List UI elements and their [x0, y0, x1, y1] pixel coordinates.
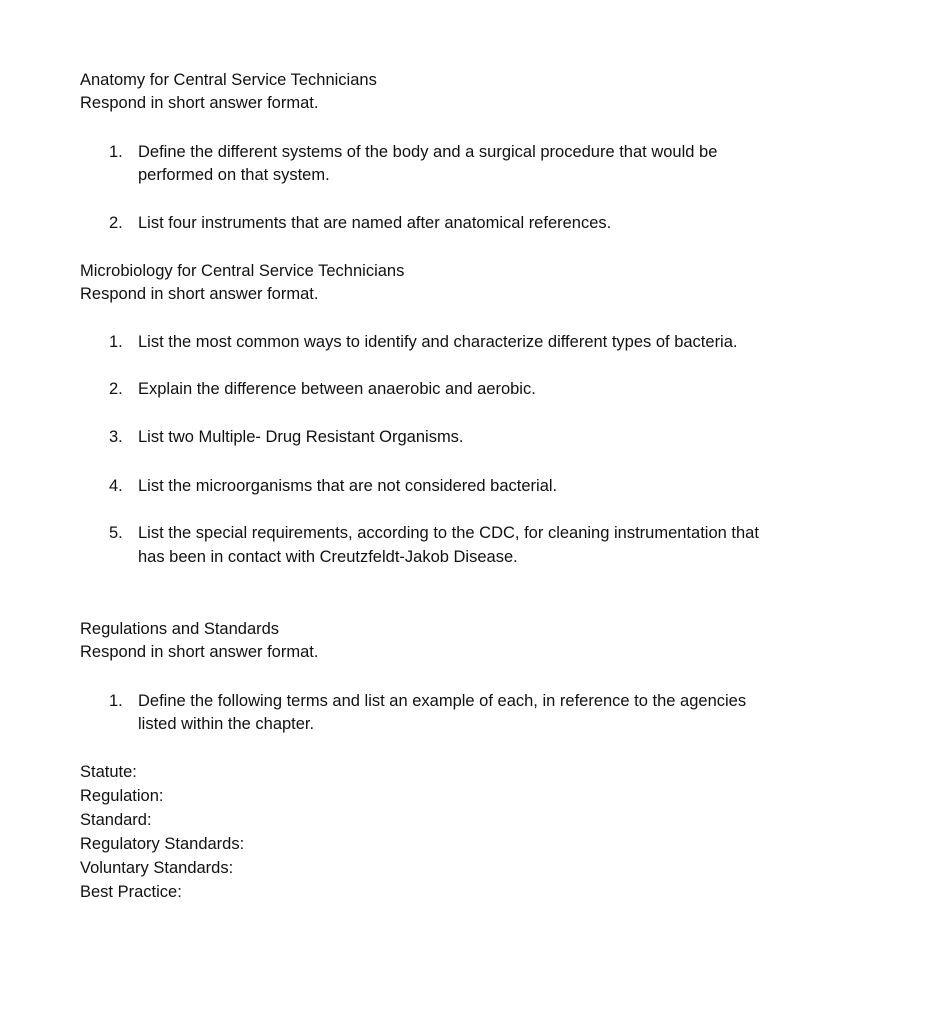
question-text: List two Multiple- Drug Resistant Organisms. [138, 428, 464, 446]
item-number: 2. [109, 214, 123, 232]
section-instruction-anatomy: Respond in short answer format. [80, 94, 319, 112]
question-text: performed on that system. [138, 166, 330, 184]
term-label: Best Practice: [80, 883, 182, 901]
section-instruction-microbiology: Respond in short answer format. [80, 285, 319, 303]
question-text: has been in contact with Creutzfeldt-Jakob Disease. [138, 548, 518, 566]
item-number: 1. [109, 692, 123, 710]
item-number: 3. [109, 428, 123, 446]
section-instruction-regulations: Respond in short answer format. [80, 643, 319, 661]
question-text: List the special requirements, according to the CDC, for cleaning instrumentation that [138, 524, 759, 542]
question-text: Define the different systems of the body and a surgical procedure that would be [138, 143, 718, 161]
question-text: Define the following terms and list an example of each, in reference to the agencies [138, 692, 747, 710]
term-label: Regulatory Standards: [80, 835, 245, 853]
item-number: 2. [109, 380, 123, 398]
term-label: Standard: [80, 811, 152, 829]
term-label: Statute: [80, 763, 137, 781]
question-text: listed within the chapter. [138, 715, 315, 733]
term-label: Regulation: [80, 787, 164, 805]
section-title-regulations: Regulations and Standards [80, 620, 280, 638]
term-label: Voluntary Standards: [80, 859, 234, 877]
question-text: Explain the difference between anaerobic and aerobic. [138, 380, 536, 398]
item-number: 1. [109, 143, 123, 161]
question-text: List the most common ways to identify and characterize different types of bacteria. [138, 333, 738, 351]
section-title-microbiology: Microbiology for Central Service Technicians [80, 262, 405, 280]
section-title-anatomy: Anatomy for Central Service Technicians [80, 71, 377, 89]
question-text: List the microorganisms that are not considered bacterial. [138, 477, 558, 495]
item-number: 4. [109, 477, 123, 495]
item-number: 5. [109, 524, 123, 542]
item-number: 1. [109, 333, 123, 351]
question-text: List four instruments that are named after anatomical references. [138, 214, 612, 232]
